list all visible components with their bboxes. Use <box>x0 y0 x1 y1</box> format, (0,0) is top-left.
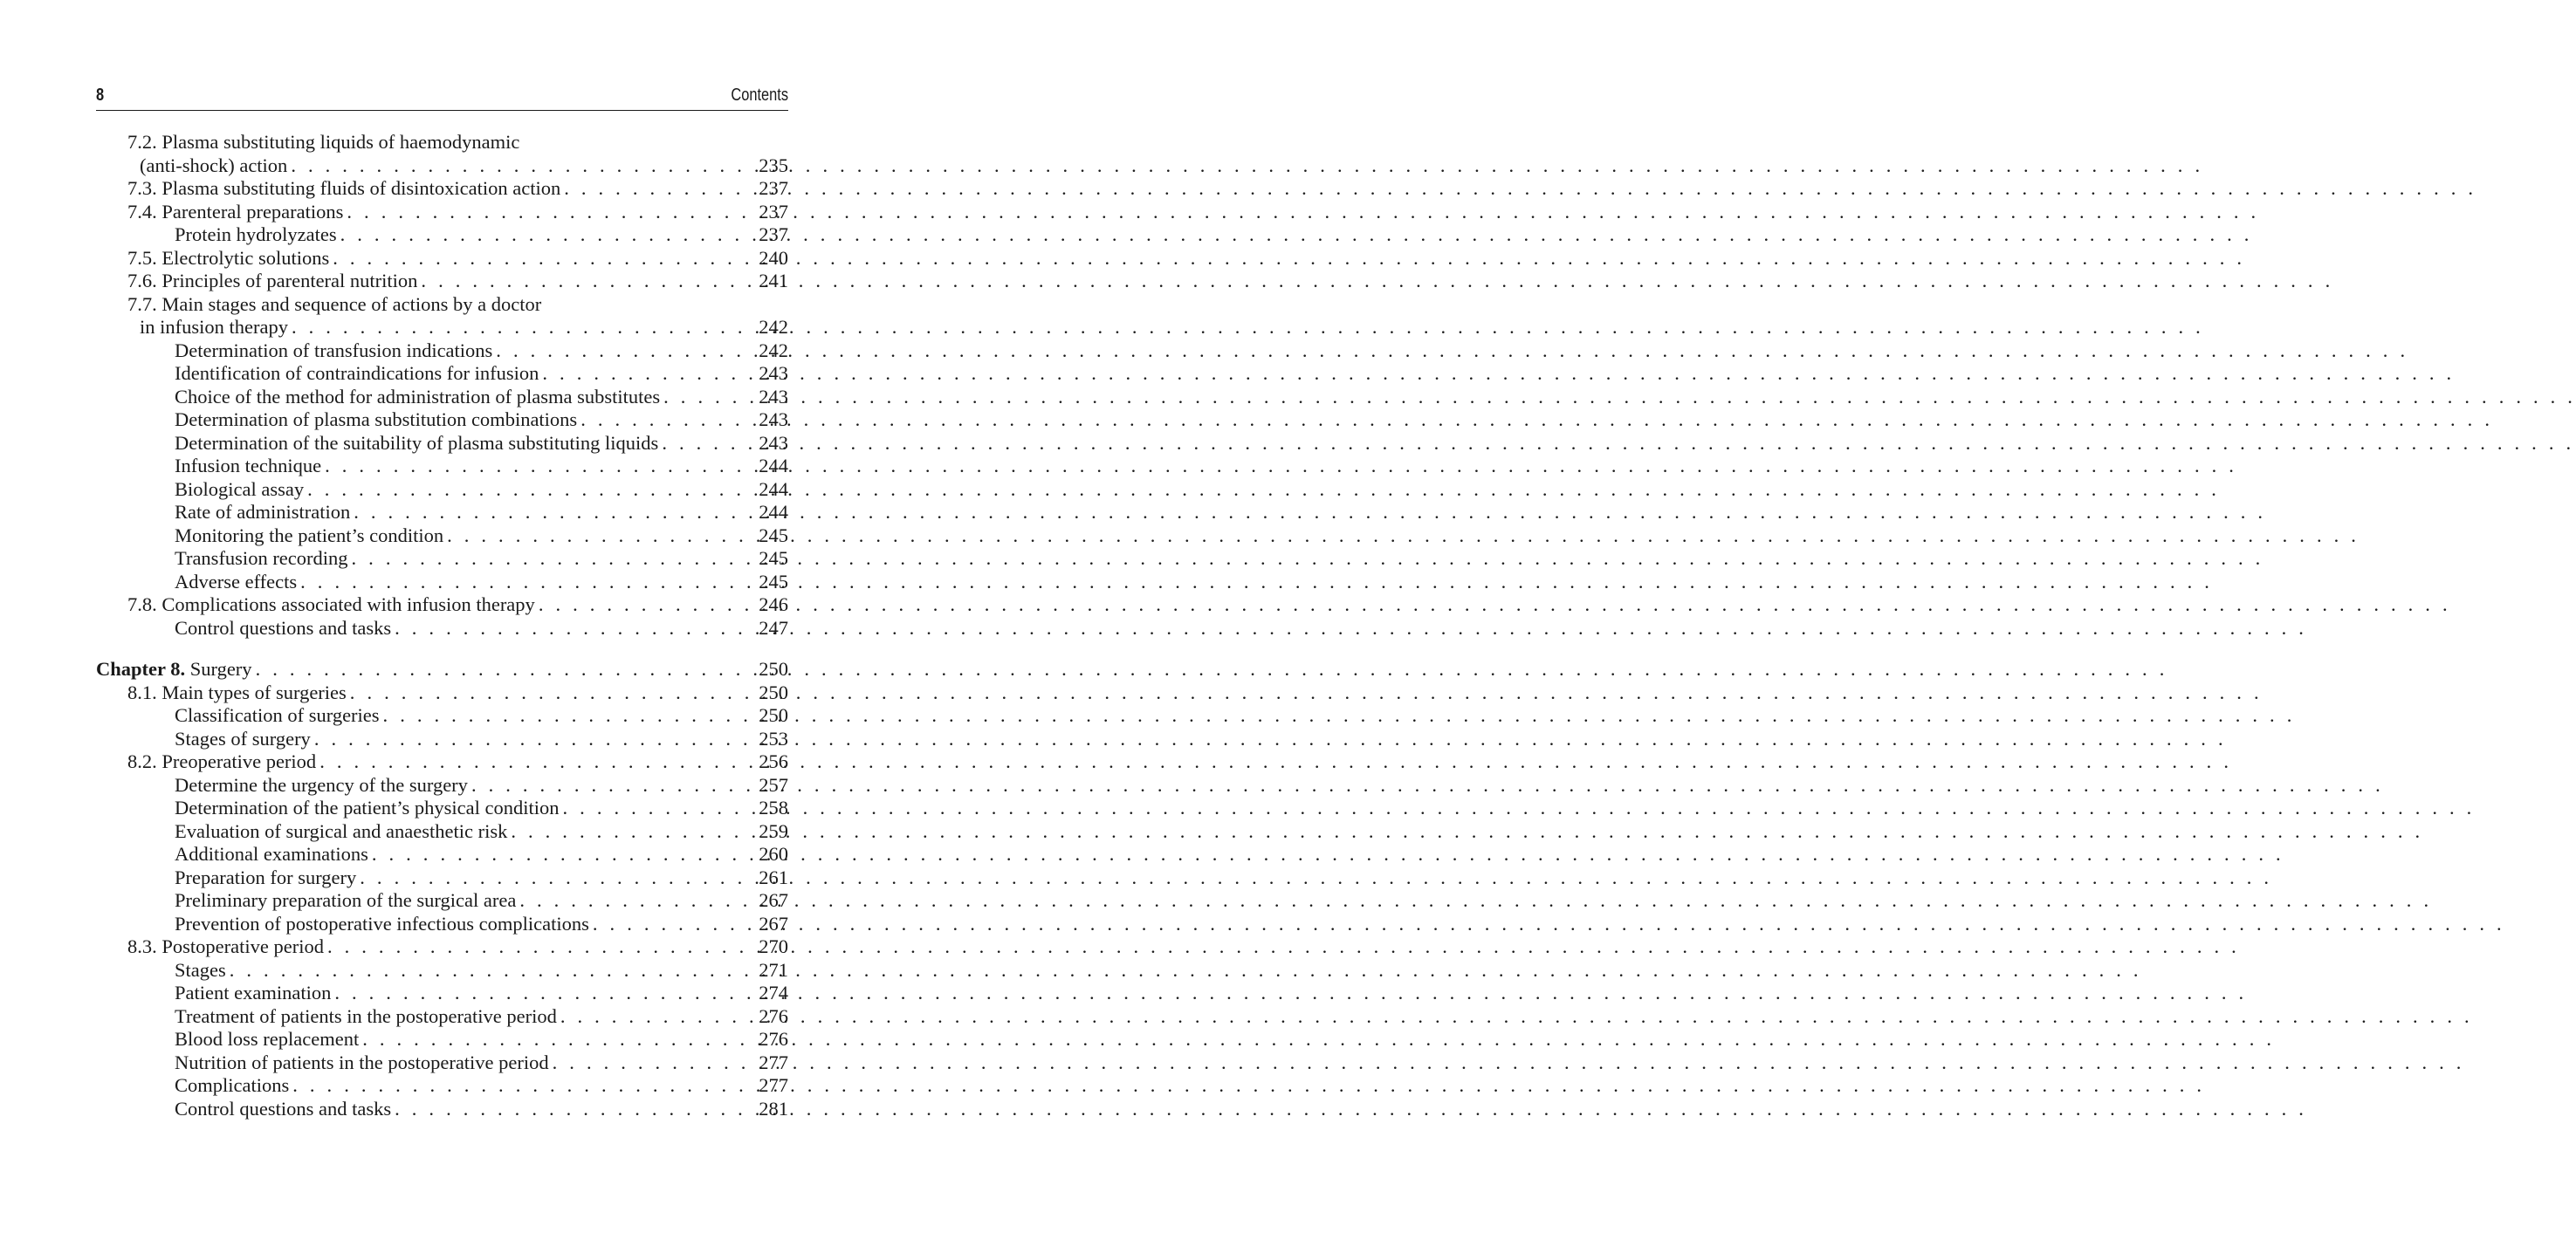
dot-leader <box>395 1098 753 1121</box>
toc-entry[interactable] <box>96 1098 788 1121</box>
dot-leader <box>663 386 753 409</box>
chapter-title: Surgery <box>189 658 252 680</box>
toc-entry-title: Preliminary preparation of the surgical area <box>175 889 517 911</box>
toc-entry[interactable] <box>96 593 788 617</box>
toc-entry[interactable] <box>96 408 788 432</box>
toc-entry-title: Rate of administration <box>175 501 351 523</box>
dot-leader <box>352 547 753 571</box>
table-of-contents <box>96 131 788 1120</box>
toc-page-number: 274 <box>759 982 788 1004</box>
toc-entry[interactable] <box>96 270 788 293</box>
toc-entry[interactable] <box>96 728 788 751</box>
toc-entry[interactable] <box>96 682 788 705</box>
dot-leader <box>395 617 753 640</box>
dot-leader <box>300 571 753 594</box>
toc-page-number: 276 <box>759 1028 788 1050</box>
dot-leader <box>230 959 753 983</box>
toc-entry[interactable] <box>96 201 788 224</box>
toc-entry[interactable] <box>96 432 788 456</box>
toc-page-number: 250 <box>759 681 788 703</box>
toc-page-number: 246 <box>759 593 788 615</box>
dot-leader <box>292 316 753 339</box>
dot-leader <box>372 843 753 867</box>
toc-entry-title: Nutrition of patients in the postoperative period <box>175 1051 549 1073</box>
toc-page-number: 237 <box>759 177 788 199</box>
toc-entry-title: 7.2. Plasma substituting liquids of haemodynamic <box>127 131 520 153</box>
toc-entry-title: Biological assay <box>175 477 305 500</box>
toc-entry[interactable] <box>96 750 788 774</box>
toc-entry-title <box>96 658 252 682</box>
dot-leader <box>563 797 753 820</box>
toc-entry-title: Infusion technique <box>175 455 322 476</box>
toc-entry-title: 8.2. Preoperative period <box>127 750 317 772</box>
toc-entry-title: Blood loss replacement <box>175 1028 360 1050</box>
toc-entry-title: Control questions and tasks <box>175 616 392 639</box>
toc-entry[interactable] <box>96 617 788 640</box>
toc-entry-title: Adverse effects <box>175 570 298 593</box>
toc-entry[interactable] <box>96 774 788 798</box>
toc-entry[interactable] <box>96 501 788 524</box>
toc-entry-title: 7.3. Plasma substituting fluids of disintoxication action <box>127 177 561 199</box>
toc-page-number: 247 <box>759 616 788 639</box>
toc-page-number: 281 <box>759 1097 788 1120</box>
dot-leader <box>354 501 753 524</box>
toc-page-number: 241 <box>759 270 788 291</box>
toc-entry-title: Transfusion recording <box>175 547 348 569</box>
toc-entry[interactable] <box>96 362 788 386</box>
toc-entry-title: Choice of the method for administration of plasma substitutes <box>175 385 661 408</box>
toc-page-number: 258 <box>759 797 788 819</box>
toc-entry-title: Determination of transfusion indications <box>175 339 493 361</box>
dot-leader <box>539 593 753 617</box>
toc-page-number: 270 <box>759 935 788 957</box>
toc-entry-title: 8.3. Postoperative period <box>127 935 324 957</box>
toc-entry-title: Determination of plasma substitution combinations <box>175 408 578 430</box>
running-title: Contents <box>731 86 788 105</box>
toc-page-number: 277 <box>759 1051 788 1073</box>
toc-page-number: 242 <box>759 316 788 338</box>
toc-page-number: 237 <box>759 223 788 245</box>
toc-entry[interactable] <box>96 316 788 339</box>
toc-entry-title: Treatment of patients in the postoperative period <box>175 1004 557 1027</box>
toc-page-number: 259 <box>759 819 788 842</box>
dot-leader <box>325 455 753 478</box>
dot-leader <box>560 1005 753 1029</box>
toc-entry[interactable] <box>96 1051 788 1075</box>
dot-leader <box>496 339 753 363</box>
toc-page-number: 245 <box>759 547 788 569</box>
dot-leader <box>447 524 753 548</box>
toc-entry[interactable] <box>96 935 788 959</box>
toc-page-number: 250 <box>759 704 788 726</box>
toc-entry[interactable] <box>96 1074 788 1098</box>
dot-leader <box>580 408 753 432</box>
dot-leader <box>319 750 753 774</box>
toc-entry[interactable] <box>96 982 788 1005</box>
toc-entry[interactable] <box>96 386 788 409</box>
toc-entry-title: Identification of contraindications for infusion <box>175 362 539 384</box>
toc-page-number: 267 <box>759 912 788 935</box>
dot-leader <box>471 774 753 798</box>
dot-leader <box>340 223 753 247</box>
toc-entry[interactable] <box>96 820 788 844</box>
toc-entry-title: Patient examination <box>175 982 332 1004</box>
running-head <box>96 84 788 111</box>
toc-page-number: 253 <box>759 727 788 750</box>
toc-page-number: 256 <box>759 750 788 772</box>
toc-page-number: 245 <box>759 570 788 593</box>
toc-page-number: 250 <box>759 658 788 680</box>
toc-entry[interactable] <box>96 1005 788 1029</box>
toc-entry-title: Determination of the suitability of plasma substituting liquids <box>175 431 659 454</box>
dot-leader <box>350 682 753 705</box>
toc-entry-title: Evaluation of surgical and anaesthetic risk <box>175 819 508 842</box>
toc-entry[interactable] <box>96 889 788 913</box>
toc-entry[interactable] <box>96 704 788 728</box>
toc-entry[interactable] <box>96 524 788 548</box>
toc-page-number: 244 <box>759 477 788 500</box>
dot-leader <box>553 1051 753 1075</box>
dot-leader <box>292 1074 753 1098</box>
toc-entry-title: (anti-shock) action <box>140 154 288 176</box>
toc-page-number: 235 <box>759 154 788 176</box>
toc-entry[interactable] <box>96 339 788 363</box>
dot-leader <box>256 658 753 682</box>
toc-entry-title: Additional examinations <box>175 843 368 865</box>
toc-entry-title: Determination of the patient’s physical condition <box>175 797 560 819</box>
toc-entry[interactable] <box>96 293 788 317</box>
toc-page-number: 242 <box>759 339 788 361</box>
toc-entry-title: 7.8. Complications associated with infusion therapy <box>127 593 535 615</box>
chapter-label: Chapter 8. <box>96 658 186 680</box>
toc-entry[interactable] <box>96 478 788 502</box>
dot-leader <box>362 1028 753 1051</box>
toc-chapter-entry[interactable] <box>96 658 788 682</box>
toc-page-number: 243 <box>759 385 788 408</box>
toc-entry[interactable] <box>96 913 788 936</box>
toc-page-number: 261 <box>759 866 788 888</box>
toc-page-number: 276 <box>759 1004 788 1027</box>
toc-entry-title: 7.7. Main stages and sequence of actions by a doctor <box>127 292 542 315</box>
toc-page-number: 271 <box>759 958 788 981</box>
toc-entry-title: Prevention of postoperative infectious complications <box>175 912 589 935</box>
dot-leader <box>333 247 753 271</box>
toc-entry[interactable] <box>96 455 788 478</box>
toc-entry[interactable] <box>96 223 788 247</box>
toc-entry-title: Determine the urgency of the surgery <box>175 773 468 796</box>
dot-leader <box>593 913 753 936</box>
toc-page-number: 243 <box>759 408 788 430</box>
dot-leader <box>519 889 753 913</box>
toc-entry[interactable] <box>96 177 788 201</box>
dot-leader <box>511 820 753 844</box>
toc-page-number: 244 <box>759 455 788 476</box>
toc-entry[interactable] <box>96 571 788 594</box>
dot-leader <box>662 432 753 456</box>
toc-page-number: 267 <box>759 889 788 911</box>
toc-page-number: 243 <box>759 431 788 454</box>
toc-entry-title: 7.6. Principles of parenteral nutrition <box>127 270 418 291</box>
toc-entry-title: 8.1. Main types of surgeries <box>127 681 347 703</box>
toc-page-number: 245 <box>759 524 788 546</box>
toc-entry-title: 7.4. Parenteral preparations <box>127 200 344 223</box>
toc-page-number: 243 <box>759 362 788 384</box>
dot-leader <box>360 867 753 890</box>
toc-entry[interactable] <box>96 547 788 571</box>
toc-entry-title: Protein hydrolyzates <box>175 223 337 245</box>
toc-entry[interactable] <box>96 867 788 890</box>
toc-entry[interactable] <box>96 154 788 178</box>
toc-entry-title: Monitoring the patient’s condition <box>175 524 444 546</box>
toc-page-number: 244 <box>759 501 788 523</box>
toc-entry-title: Stages of surgery <box>175 727 311 750</box>
dot-leader <box>347 201 753 224</box>
toc-entry-title: Classification of surgeries <box>175 704 380 726</box>
dot-leader <box>383 704 753 728</box>
toc-page-number: 237 <box>759 200 788 223</box>
toc-entry[interactable] <box>96 797 788 820</box>
dot-leader <box>307 478 753 502</box>
dot-leader <box>314 728 753 751</box>
toc-entry[interactable] <box>96 843 788 867</box>
toc-entry-title: Control questions and tasks <box>175 1097 392 1120</box>
toc-page-number: 257 <box>759 773 788 796</box>
dot-leader <box>334 982 753 1005</box>
toc-entry[interactable] <box>96 247 788 271</box>
toc-page-number: 260 <box>759 843 788 865</box>
toc-page-number: 277 <box>759 1074 788 1096</box>
toc-page-number: 240 <box>759 246 788 269</box>
dot-leader <box>564 177 753 201</box>
toc-entry-title: Complications <box>175 1074 290 1096</box>
toc-entry-title: in infusion therapy <box>140 316 288 338</box>
toc-entry[interactable] <box>96 959 788 983</box>
dot-leader <box>421 270 753 293</box>
toc-entry[interactable] <box>96 131 788 154</box>
toc-entry-title: Preparation for surgery <box>175 866 357 888</box>
page-number: 8 <box>96 86 105 105</box>
toc-entry[interactable] <box>96 1028 788 1051</box>
dot-leader <box>291 154 753 178</box>
dot-leader <box>327 935 753 959</box>
toc-entry-title: 7.5. Electrolytic solutions <box>127 246 330 269</box>
dot-leader <box>542 362 753 386</box>
toc-entry-title: Stages <box>175 958 226 981</box>
